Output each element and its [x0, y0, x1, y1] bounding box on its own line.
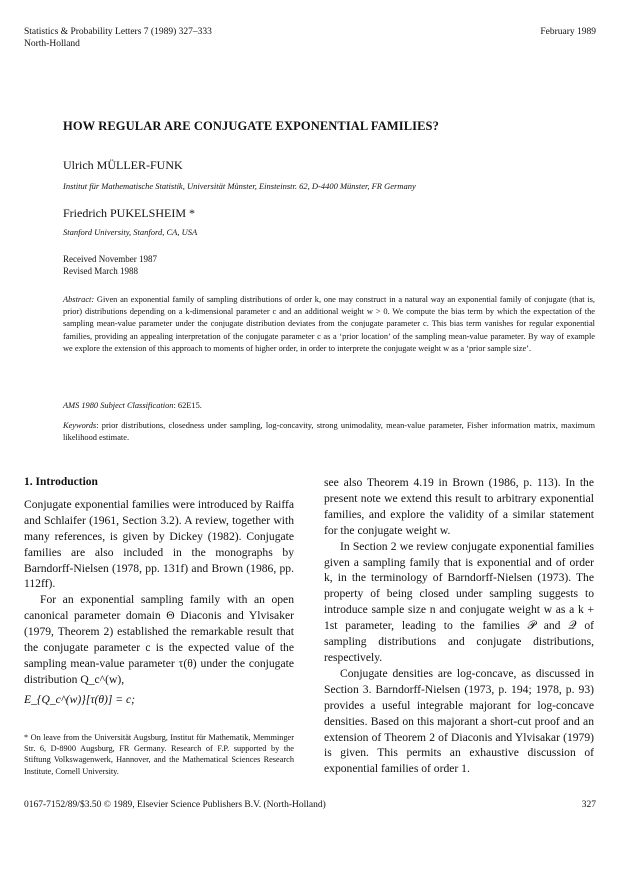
paragraph: Conjugate exponential families were introduced by Raiffa and Schlaifer (1961, Section 3.2). A review, together with many references, is given by Dickey (1982). Conjugate families are also included in the monographs by Barndorff-Nielsen (1978, pp. 131f) and Brown (1986, pp. 112ff).: [24, 497, 294, 591]
keywords: Keywords: prior distributions, closedness under sampling, log-concavity, strong unimodality, mean-value parameter, Fisher information matrix, maximum likelihood estimate.: [63, 421, 595, 443]
paper-title: HOW REGULAR ARE CONJUGATE EXPONENTIAL FAMILIES?: [63, 119, 439, 133]
paragraph: Conjugate densities are log-concave, as discussed in Section 3. Barndorff-Nielsen (1973, p. 194; 1978, p. 93) provides a useful integrable majorant for log-concave densities. Based on this majorant a short-cut proof and an extension of Theorem 2 of Diaconis and Ylvisakar (1979) is given. This permits an exhaustive discussion of exponential families of order 1.: [324, 666, 594, 776]
abstract-text: Given an exponential family of sampling distributions of order k, one may construct in a natural way an exponential family of conjugate (that is, prior) distributions depending on a k-dimensional parameter c and an additional weight w > 0. We compute the bias term by which the expectation of the sampling mean-value parameter under the conjugate distribution deviates from the conjugate parameter c. This bias term vanishes for regular exponential families, providing an appealing interpretation of the conjugate parameter c as a ‘prior location’ of the sampling mean-value parameter. By way of example we explore the extension of this approach to moments of higher order, in order to interprete the conjugate weight w as a ‘prior sample size’.: [63, 295, 596, 353]
footnote: * On leave from the Universität Augsburg, Institut für Mathematik, Memminger Str. 6, D-8900 Augsburg, FR Germany. Research of F.P. supported by the Stiftung Volkswagenwerk, Hannover, and the Mathematical Sciences Research Institute, Cornell University.: [24, 733, 294, 776]
journal-header: [24, 26, 212, 50]
ams-classification: AMS 1980 Subject Classification: 62E15.: [63, 401, 202, 410]
received-date: Received November 1987 Revised March 1988: [63, 254, 157, 276]
journal-citation: Statistics & Probability Letters 7 (1989) 327–333: [24, 27, 212, 37]
right-column: [324, 475, 594, 777]
publisher-line: North-Holland: [24, 39, 80, 49]
page-number: 327: [581, 800, 596, 810]
author-affiliation: Institut für Mathematische Statistik, Universität Münster, Einsteinstr. 62, D-4400 Münster, FR Germany: [63, 181, 416, 191]
author-name: Friedrich PUKELSHEIM *: [63, 206, 195, 220]
equation: E_{Q_c^(w)}[τ(θ)] = c;: [24, 692, 136, 706]
paragraph: In Section 2 we review conjugate exponential families given a sampling family that is exponential and of order k, in the terminology of Barndorff-Nielsen (1973). The property of being closed under sampling suggests to introduce sample size n and conjugate weight w as a k + 1st parameter, leading to the families 𝒫 and 𝒬 of sampling distributions and conjugate distributions, respectively.: [324, 539, 594, 664]
abstract: [63, 294, 595, 355]
left-column: [24, 475, 294, 708]
issue-date: February 1989: [540, 27, 596, 37]
paragraph: For an exponential sampling family with an open canonical parameter domain Θ Diaconis and Ylvisaker (1979, Theorem 2) established the remarkable result that the conjugate parameter c is the expected value of the sampling mean-value parameter τ(θ) under the conjugate distribution Q_c^(w),: [24, 593, 294, 686]
copyright-line: 0167-7152/89/$3.50 © 1989, Elsevier Science Publishers B.V. (North-Holland): [24, 800, 326, 810]
paragraph: see also Theorem 4.19 in Brown (1986, p. 113). In the present note we extend this result to arbitrary exponential families, and explore the validity of a similar statement for the conjugate weight w.: [324, 476, 594, 537]
abstract-label: Abstract:: [63, 295, 95, 304]
author-affiliation: Stanford University, Stanford, CA, USA: [63, 227, 198, 237]
section-heading: 1. Introduction: [24, 476, 98, 488]
author-name: Ulrich MÜLLER-FUNK: [63, 158, 183, 172]
